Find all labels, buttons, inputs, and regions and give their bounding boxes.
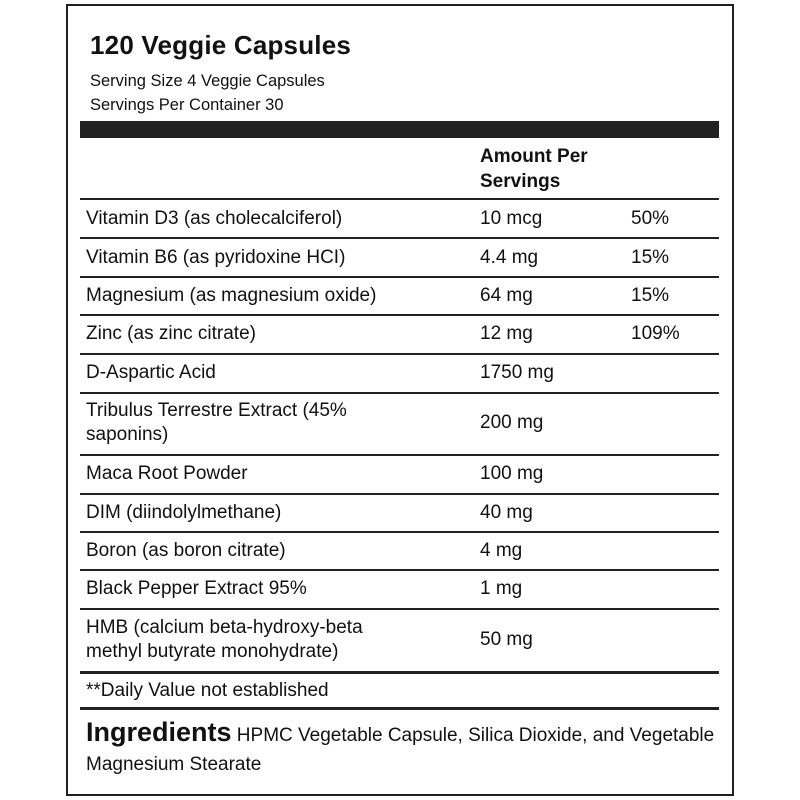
divider	[80, 454, 719, 456]
product-title: 120 Veggie Capsules	[90, 30, 352, 60]
divider	[80, 569, 719, 571]
divider	[80, 493, 719, 495]
nutrient-amount: 12 mg	[480, 323, 533, 344]
servings-per-container: Servings Per Container 30	[90, 96, 284, 114]
nutrient-name: Magnesium (as magnesium oxide)	[86, 285, 377, 306]
nutrient-name: D-Aspartic Acid	[86, 362, 216, 383]
amount-header-line1: Amount Per	[480, 146, 588, 167]
nutrient-amount: 40 mg	[480, 502, 533, 523]
nutrient-name-line1: HMB (calcium beta-hydroxy-beta	[86, 617, 363, 638]
amount-per-serving-header	[480, 144, 640, 194]
daily-value-footnote: **Daily Value not established	[86, 680, 329, 701]
nutrient-name	[86, 616, 363, 664]
nutrient-amount: 4 mg	[480, 540, 523, 561]
nutrient-name: Zinc (as zinc citrate)	[86, 323, 256, 344]
divider	[80, 608, 719, 610]
nutrient-amount: 64 mg	[480, 285, 533, 306]
nutrient-name: Vitamin B6 (as pyridoxine HCI)	[86, 247, 346, 268]
nutrient-name-line1: Tribulus Terrestre Extract (45%	[86, 400, 347, 421]
nutrient-amount: 200 mg	[480, 412, 544, 433]
header-thick-bar	[80, 121, 719, 138]
nutrient-amount: 10 mcg	[480, 208, 543, 229]
divider	[80, 353, 719, 355]
nutrient-daily-value: 15%	[631, 285, 670, 306]
nutrient-name: Vitamin D3 (as cholecalciferol)	[86, 208, 343, 229]
nutrient-amount: 1 mg	[480, 578, 523, 599]
nutrient-name: DIM (diindolylmethane)	[86, 502, 282, 523]
nutrient-daily-value: 50%	[631, 208, 670, 229]
ingredients-rule	[80, 707, 719, 710]
amount-header-line2: Servings	[480, 171, 561, 192]
nutrient-name-line2: saponins)	[86, 424, 169, 445]
nutrient-name: Maca Root Powder	[86, 463, 248, 484]
nutrient-daily-value: 15%	[631, 247, 670, 268]
nutrient-daily-value: 109%	[631, 323, 680, 344]
ingredients-text: HPMC Vegetable Capsule, Silica Dioxide, and Vegetable Magnesium Stearate	[86, 725, 715, 775]
serving-size: Serving Size 4 Veggie Capsules	[90, 72, 325, 90]
divider	[80, 392, 719, 394]
nutrient-amount: 100 mg	[480, 463, 544, 484]
divider	[80, 531, 719, 533]
table-bottom-rule	[80, 671, 719, 674]
divider	[80, 314, 719, 316]
nutrient-name-line2: methyl butyrate monohydrate)	[86, 641, 339, 662]
nutrient-name	[86, 399, 347, 447]
nutrient-amount: 4.4 mg	[480, 247, 539, 268]
divider	[80, 276, 719, 278]
ingredients-title: Ingredients	[86, 717, 232, 747]
nutrient-name: Boron (as boron citrate)	[86, 540, 286, 561]
divider	[80, 198, 719, 200]
ingredients-section	[86, 718, 716, 779]
nutrient-amount: 1750 mg	[480, 362, 554, 383]
nutrient-amount: 50 mg	[480, 629, 533, 650]
serving-info	[90, 69, 325, 117]
divider	[80, 237, 719, 239]
nutrient-name: Black Pepper Extract 95%	[86, 578, 307, 599]
